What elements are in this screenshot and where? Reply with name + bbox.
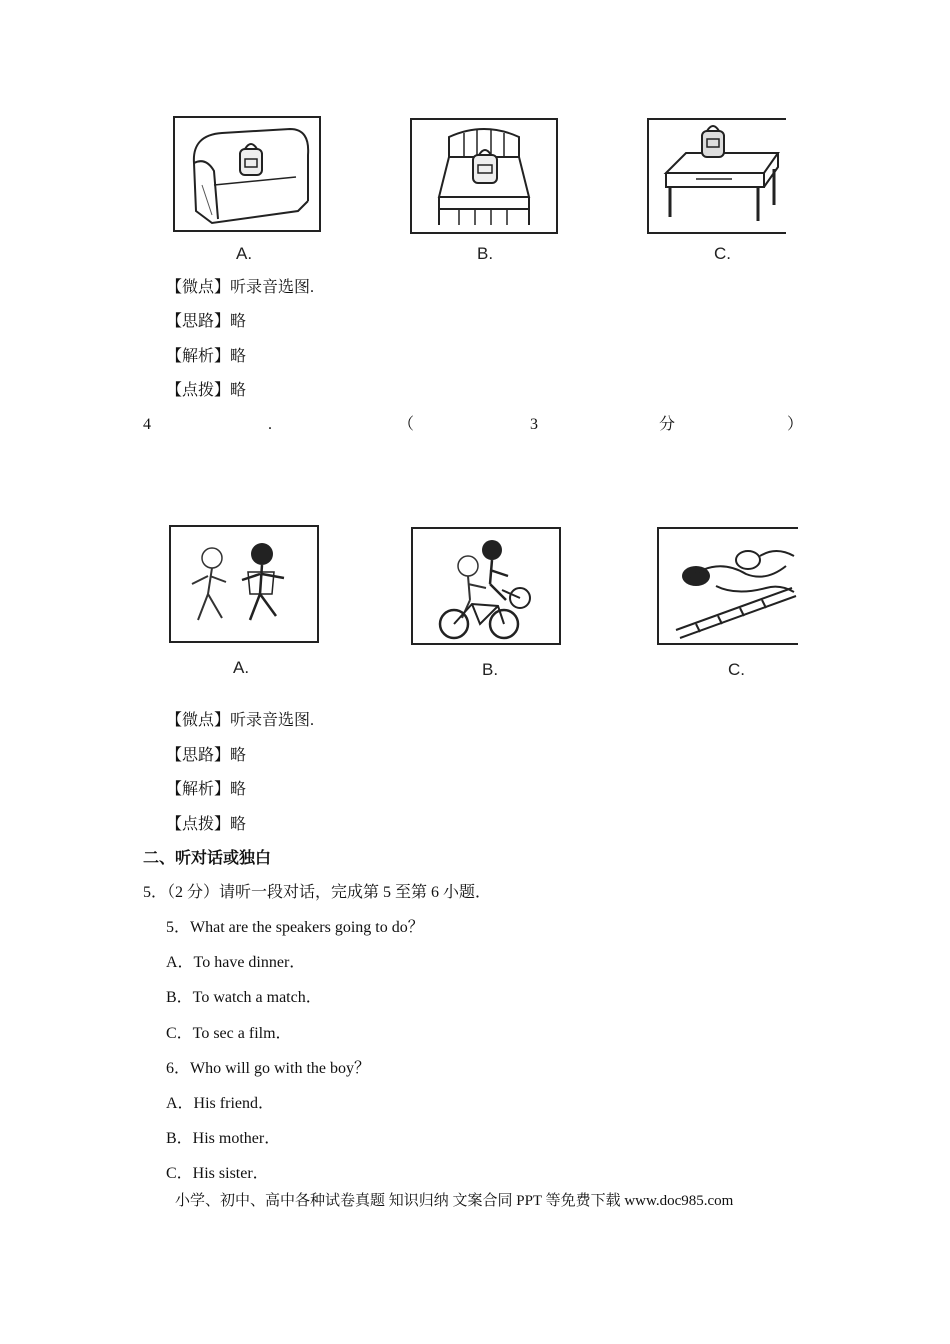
- q6-option-b: B．His mother．: [166, 1130, 281, 1147]
- option-label-a: A.: [233, 658, 250, 677]
- note-thinking: 【思路】略: [166, 313, 247, 330]
- q6-option-c: C．His sister．: [166, 1165, 269, 1182]
- note-thinking: 【思路】略: [166, 747, 247, 764]
- option-label-b: B.: [477, 244, 494, 263]
- section-title: 二、听对话或独白: [143, 850, 272, 867]
- section-intro: 5．（2 分）请听一段对话，完成第 5 至第 6 小题．: [143, 884, 492, 901]
- header-points: 3: [530, 416, 538, 433]
- question-number: 4: [143, 416, 151, 433]
- q5-option-c: C．To sec a film．: [166, 1025, 292, 1042]
- option-label-b: B.: [482, 660, 499, 679]
- header-fen: 分: [659, 416, 676, 433]
- note-analysis: 【解析】略: [166, 348, 247, 365]
- header-open-paren: （: [398, 416, 415, 433]
- note-analysis: 【解析】略: [166, 781, 247, 798]
- note-tip: 【点拨】略: [166, 382, 247, 399]
- header-close-paren: ）: [787, 416, 804, 433]
- image-table-with-bag: [646, 117, 788, 237]
- q6-option-a: A．His friend．: [166, 1095, 274, 1112]
- header-dot: .: [268, 416, 272, 433]
- option-label-a: A.: [236, 244, 253, 263]
- image-children-cycling: [410, 526, 562, 648]
- image-bed-with-bag: [409, 117, 559, 237]
- image-sofa-with-bag: [172, 115, 322, 235]
- q5-option-b: B．To watch a match．: [166, 989, 322, 1006]
- image-children-swimming: [656, 526, 800, 648]
- note-tip: 【点拨】略: [166, 816, 247, 833]
- option-label-c: C.: [728, 660, 745, 679]
- note-micro-point: 【微点】听录音选图.: [166, 279, 315, 296]
- option-label-c: C.: [714, 244, 731, 263]
- question-5: 5．What are the speakers going to do？: [166, 919, 424, 936]
- q5-option-a: A．To have dinner．: [166, 954, 306, 971]
- page-footer: 小学、初中、高中各种试卷真题 知识归纳 文案合同 PPT 等免费下载 www.doc985.com: [175, 1193, 734, 1209]
- question-6: 6．Who will go with the boy？: [166, 1060, 370, 1077]
- image-children-running: [168, 524, 320, 646]
- note-micro-point: 【微点】听录音选图.: [166, 712, 315, 729]
